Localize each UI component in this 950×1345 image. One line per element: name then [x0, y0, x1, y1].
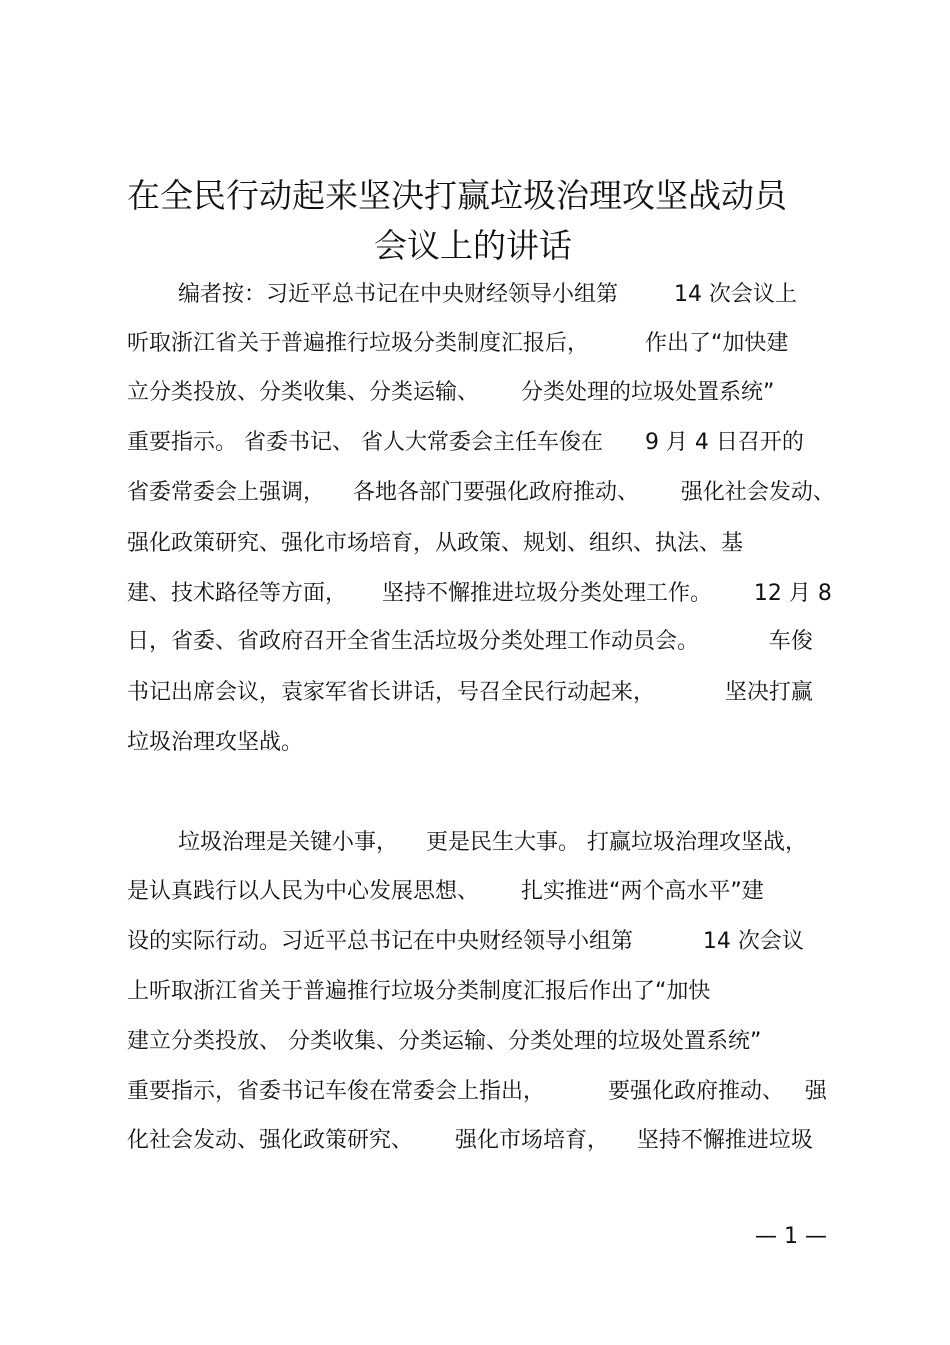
paragraph-line: 听取浙江省关于普遍推行垃圾分类制度汇报后， 作出了“加快建 [127, 331, 789, 356]
paragraph-line: 编者按：习近平总书记在中央财经领导小组第 14 次会议上 [178, 282, 797, 307]
document-title-line-2: 会议上的讲话 [374, 226, 572, 265]
paragraph-line: 垃圾治理是关键小事， 更是民生大事。 打赢垃圾治理攻坚战， [178, 830, 807, 855]
paragraph-line: 重要指示。 省委书记、 省人大常委会主任车俊在 9 月 4 日召开的 [127, 430, 804, 455]
paragraph-line: 立分类投放、分类收集、分类运输、 分类处理的垃圾处置系统” [127, 380, 775, 405]
paragraph-line: 书记出席会议，袁家军省长讲话，号召全民行动起来， 坚决打赢 [127, 680, 813, 705]
paragraph-line: 日，省委、省政府召开全省生活垃圾分类处理工作动员会。 车俊 [127, 629, 813, 654]
paragraph-line: 是认真践行以人民为中心发展思想、 扎实推进“两个高水平”建 [127, 879, 764, 904]
paragraph-line: 重要指示，省委书记车俊在常委会上指出， 要强化政府推动、 强 [127, 1079, 827, 1104]
paragraph-line: 垃圾治理攻坚战。 [127, 730, 304, 755]
page-number: — 1 — [755, 1224, 827, 1249]
paragraph-line: 设的实际行动。习近平总书记在中央财经领导小组第 14 次会议 [127, 929, 804, 954]
paragraph-line: 省委常委会上强调， 各地各部门要强化政府推动、 强化社会发动、 [127, 480, 835, 505]
paragraph-line: 化社会发动、强化政策研究、 强化市场培育， 坚持不懈推进垃圾 [127, 1128, 813, 1153]
document-title-line-1: 在全民行动起来坚决打赢垃圾治理攻坚战动员 [127, 176, 787, 215]
paragraph-line: 强化政策研究、强化市场培育，从政策、规划、组织、执法、基 [127, 531, 744, 556]
paragraph-line: 建立分类投放、 分类收集、分类运输、分类处理的垃圾处置系统” [127, 1029, 762, 1054]
paragraph-line: 上听取浙江省关于普遍推行垃圾分类制度汇报后作出了“加快 [127, 979, 711, 1004]
paragraph-line: 建、技术路径等方面， 坚持不懈推进垃圾分类处理工作。 12 月 8 [127, 581, 832, 606]
